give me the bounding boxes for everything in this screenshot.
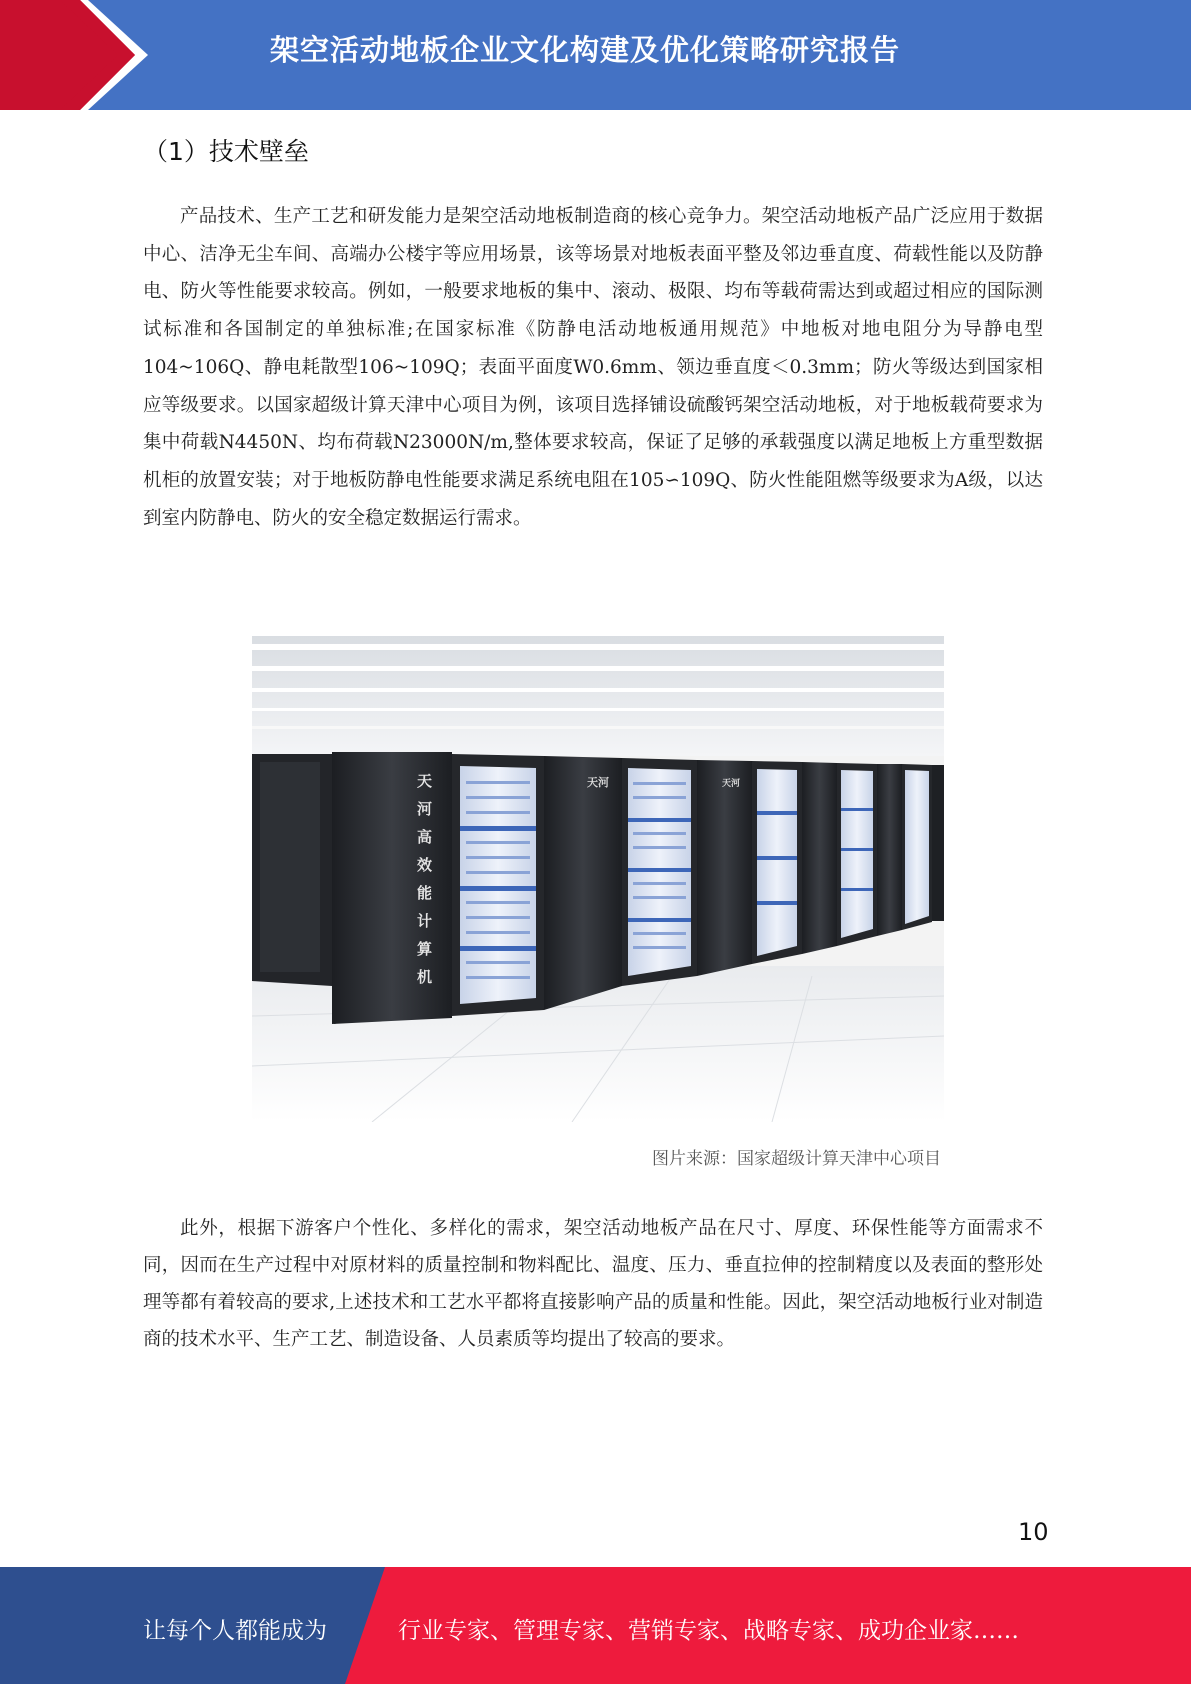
svg-text:机: 机 bbox=[417, 968, 433, 986]
svg-text:高: 高 bbox=[417, 828, 433, 846]
report-title: 架空活动地板企业文化构建及优化策略研究报告 bbox=[270, 33, 901, 67]
body-paragraph-1: 产品技术、生产工艺和研发能力是架空活动地板制造商的核心竞争力。架空活动地板产品广泛应用于数据中心、洁净无尘车间、高端办公楼宇等应用场景，该等场景对地板表面平整及邻边垂直度、荷载性能以及防静电、防火等性能要求较高。例如，一般要求地板的集中、滚动、极限、均布等载荷需达到或超过相应的国际测试标准和各国制定的单独标准;在国家标准《防静电活动地板通用规范》中地板对地电阻分为导静电型104~106Q、静电耗散型106~109Q；表面平面度W0.6mm、领边垂直度＜0.3mm；防火等级达到国家相应等级要求。以国家超级计算天津中心项目为例，该项目选择铺设硫酸钙架空活动地板，对于地板载荷要求为集中荷载N4450N、均布荷载N23000N/m,整体要求较高，保证了足够的承载强度以满足地板上方重型数据机柜的放置安装；对于地板防静电性能要求满足系统电阻在105∽109Q、防火性能阻燃等级要求为A级，以达到室内防静电、防火的安全稳定数据运行需求。 bbox=[143, 206, 1043, 529]
section-heading: （1）技术壁垒 bbox=[143, 137, 309, 166]
figure-caption: 图片来源：国家超级计算天津中心项目 bbox=[652, 1149, 941, 1169]
page-header bbox=[0, 0, 1191, 110]
svg-text:效: 效 bbox=[417, 856, 433, 874]
svg-text:天: 天 bbox=[417, 772, 433, 790]
footer-slogan-left: 让每个人都能成为 bbox=[143, 1618, 327, 1644]
datacenter-photo bbox=[252, 636, 944, 1122]
header-arrow-decoration bbox=[0, 0, 150, 110]
svg-text:计: 计 bbox=[417, 912, 433, 930]
svg-text:能: 能 bbox=[417, 884, 433, 902]
svg-text:天河: 天河 bbox=[722, 779, 741, 789]
page-footer bbox=[0, 1567, 1191, 1684]
page-number: 10 bbox=[1018, 1518, 1049, 1546]
cabinet-label-small: 天河 bbox=[587, 776, 609, 789]
svg-text:河: 河 bbox=[417, 800, 433, 818]
body-paragraph-2: 此外，根据下游客户个性化、多样化的需求，架空活动地板产品在尺寸、厚度、环保性能等方面需求不同，因而在生产过程中对原材料的质量控制和物料配比、温度、压力、垂直拉伸的控制精度以及表面的整形处理等都有着较高的要求,上述技术和工艺水平都将直接影响产品的质量和性能。因此，架空活动地板行业对制造商的技术水平、生产工艺、制造设备、人员素质等均提出了较高的要求。 bbox=[143, 1218, 1043, 1350]
footer-slogan-right: 行业专家、管理专家、营销专家、战略专家、成功企业家…… bbox=[398, 1618, 1019, 1644]
svg-text:算: 算 bbox=[417, 940, 433, 958]
server-cabinets-illustration bbox=[252, 636, 944, 1122]
